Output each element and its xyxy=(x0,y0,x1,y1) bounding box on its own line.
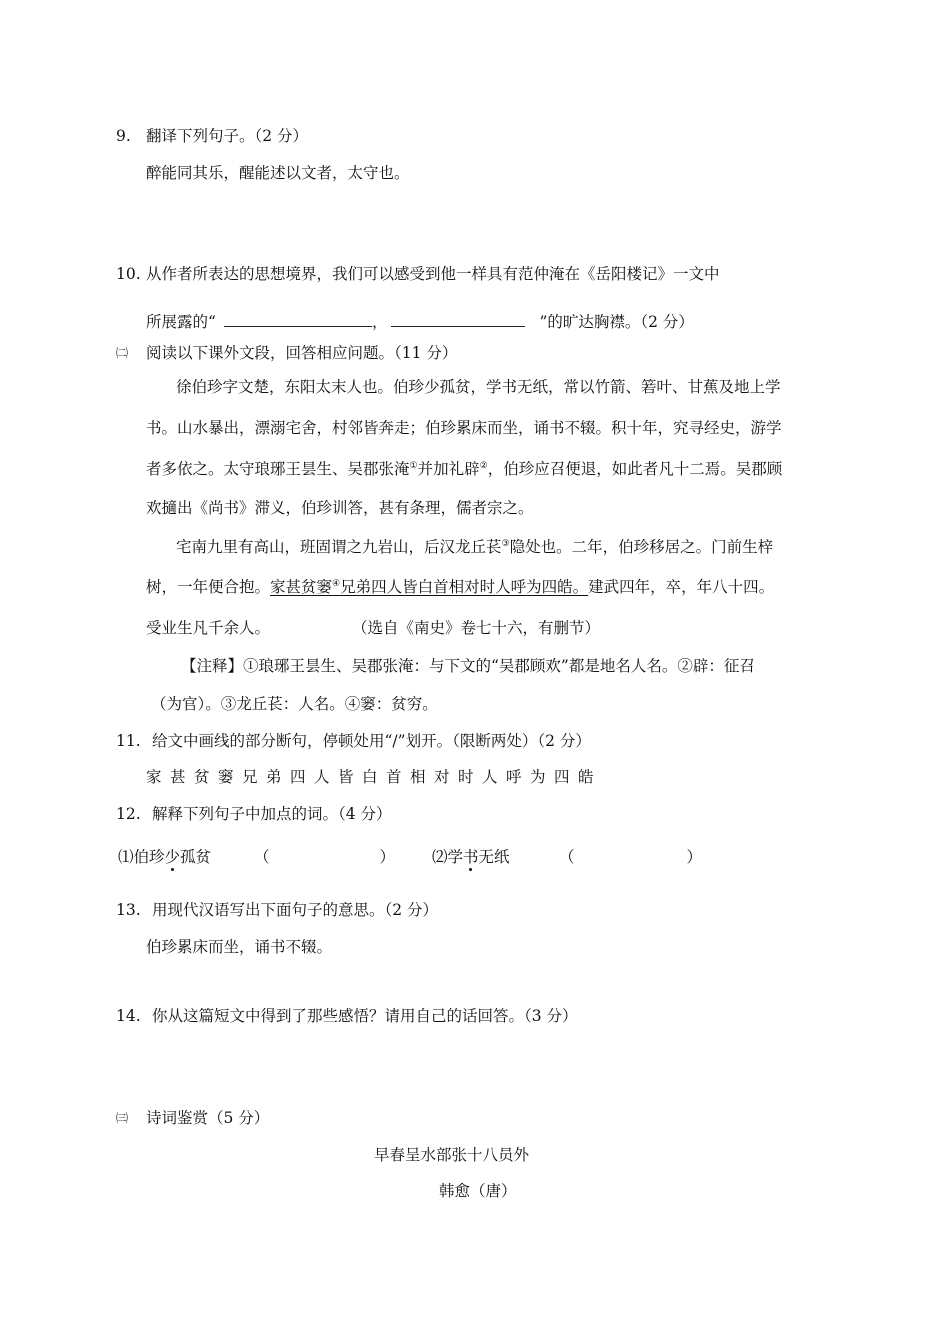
passage-p2-line3: 受业生凡千余人。 xyxy=(146,619,271,637)
paren-open: （ xyxy=(254,848,270,866)
passage-p1-line2: 书。山水暴出，漂溺宅舍，村邻皆奔走；伯珍累床而坐，诵书不辍。积十年，究寻经史，游学 xyxy=(146,419,782,437)
q12-item1 xyxy=(118,846,211,868)
q11-number: 11. xyxy=(116,732,141,750)
dotted-word: 书 xyxy=(463,848,479,866)
q9-sentence: 醉能同其乐，醒能述以文者，太守也。 xyxy=(146,164,410,182)
section3-marker: ㈢ xyxy=(116,1111,129,1125)
passage-text: 树，一年便合抱。 xyxy=(146,578,271,596)
underlined-text: 兄弟四人皆白首相对时人呼为四皓。 xyxy=(340,578,589,596)
q10-prompt-line2 xyxy=(146,310,694,333)
footnote-marker-4: ④ xyxy=(332,578,341,589)
passage-text: 建武四年，卒，年八十四。 xyxy=(588,578,775,596)
q9-number: 9. xyxy=(116,127,131,145)
underlined-text: 家甚贫窭 xyxy=(270,578,333,596)
notes-line2: （为官）。③龙丘苌：人名。④窭：贫穷。 xyxy=(151,695,438,713)
q10-suffix: ”的旷达胸襟。（2 分） xyxy=(539,313,694,331)
q11-prompt: 给文中画线的部分断句，停顿处用“/”划开。（限断两处）（2 分） xyxy=(152,732,591,750)
q12-item2-text: 无纸 xyxy=(478,848,510,866)
poem-author: 韩愈（唐） xyxy=(439,1182,517,1200)
q10-number: 10. xyxy=(116,265,141,283)
passage-p1-line4: 欢擿出《尚书》滞义，伯珍训答，甚有条理，儒者宗之。 xyxy=(146,499,534,517)
passage-text: 宅南九里有高山，班固谓之九岩山，后汉龙丘苌 xyxy=(176,538,502,556)
q9-prompt: 翻译下列句子。（2 分） xyxy=(146,127,309,145)
passage-source: （选自《南史》卷七十六，有删节） xyxy=(352,619,601,637)
q14-number: 14. xyxy=(116,1007,141,1025)
passage-p2-line2 xyxy=(146,576,774,598)
poem-title: 早春呈水部张十八员外 xyxy=(374,1146,530,1164)
underlined-passage xyxy=(270,578,588,596)
paren-open: （ xyxy=(559,848,575,866)
q12-prompt: 解释下列句子中加点的词。（4 分） xyxy=(152,805,392,823)
section3-title: 诗词鉴赏（5 分） xyxy=(146,1109,270,1127)
q10-prefix: 所展露的“ xyxy=(146,313,216,331)
footnote-marker-2: ② xyxy=(479,460,488,471)
passage-text: 者多依之。太守琅琊王昙生、吴郡张淹 xyxy=(146,460,410,478)
passage-p2-line1 xyxy=(176,536,773,558)
q13-sentence: 伯珍累床而坐，诵书不辍。 xyxy=(146,938,333,956)
footnote-marker-1: ① xyxy=(409,460,418,471)
q10-answer-blank-2[interactable] xyxy=(391,310,525,327)
q10-comma: ， xyxy=(371,313,388,331)
paren-close: ） xyxy=(379,848,396,866)
passage-text: 并加礼辟 xyxy=(417,460,480,478)
section2-title: 阅读以下课外文段，回答相应问题。（11 分） xyxy=(146,344,458,362)
q12-item2-answer[interactable] xyxy=(559,846,702,868)
q11-sentence-chars: 家甚贫窭兄弟四人皆白首相对时人呼为四皓 xyxy=(146,768,603,786)
paren-close: ） xyxy=(686,848,703,866)
section2-marker: ㈡ xyxy=(116,346,129,360)
q12-item1-text: ⑴伯珍 xyxy=(118,848,165,866)
q10-answer-blank-1[interactable] xyxy=(224,310,372,327)
q13-number: 13. xyxy=(116,901,141,919)
q12-item2-text: ⑵学 xyxy=(432,848,464,866)
passage-p1-line3 xyxy=(146,458,782,480)
passage-text: ，伯珍应召便退，如此者凡十二焉。吴郡顾 xyxy=(487,460,783,478)
q13-prompt: 用现代汉语写出下面句子的意思。（2 分） xyxy=(152,901,439,919)
q12-item1-answer[interactable] xyxy=(254,846,395,868)
passage-text: 隐处也。二年，伯珍移居之。门前生梓 xyxy=(509,538,774,556)
q10-prompt-line1: 从作者所表达的思想境界，我们可以感受到他一样具有范仲淹在《岳阳楼记》一文中 xyxy=(146,265,720,283)
dotted-word: 少 xyxy=(164,848,181,866)
q12-item1-text: 孤贫 xyxy=(180,848,212,866)
passage-p1-line1: 徐伯珍字文楚，东阳太末人也。伯珍少孤贫，学书无纸，常以竹箭、箬叶、甘蕉及地上学 xyxy=(176,378,781,396)
q12-item2 xyxy=(432,846,510,868)
q14-prompt: 你从这篇短文中得到了那些感悟？请用自己的话回答。（3 分） xyxy=(152,1007,578,1025)
notes-line1: 【注释】①琅琊王昙生、吴郡张淹：与下文的“吴郡顾欢”都是地名人名。②辟：征召 xyxy=(181,657,755,675)
q12-number: 12. xyxy=(116,805,141,823)
footnote-marker-3: ③ xyxy=(501,538,510,549)
